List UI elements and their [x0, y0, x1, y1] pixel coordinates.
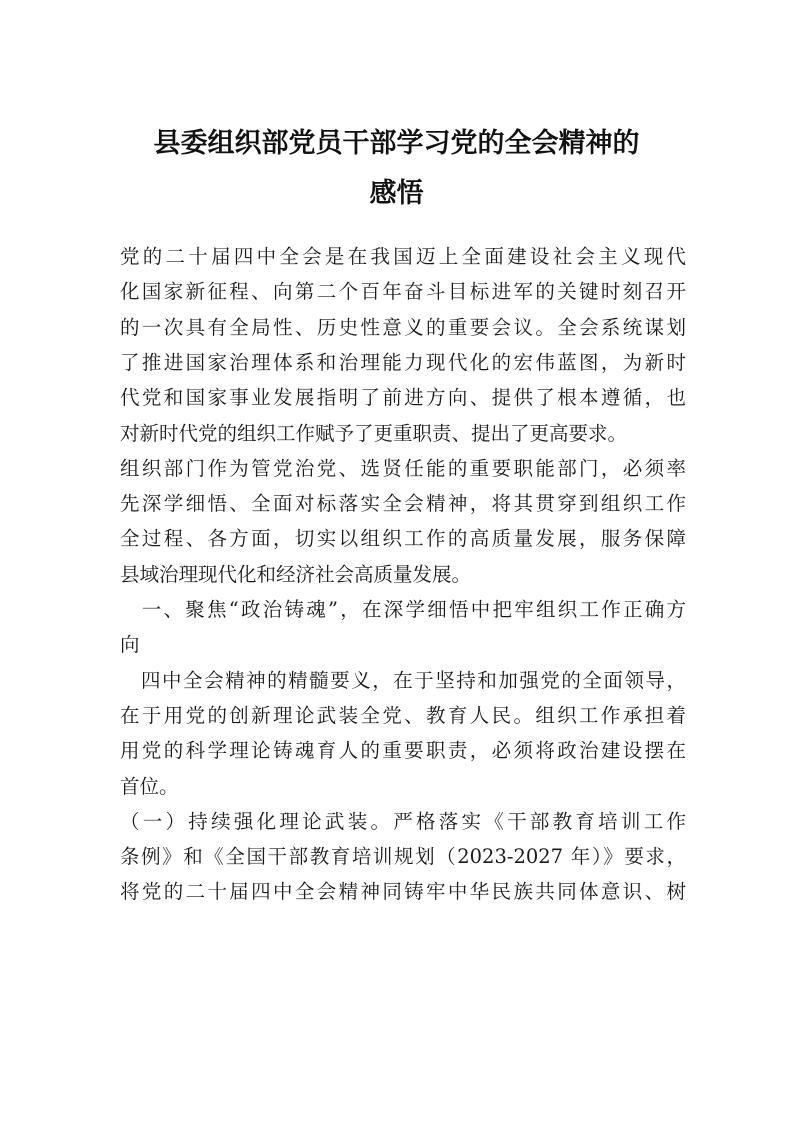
document-title-line-1: 县委组织部党员干部学习党的全会精神的: [153, 128, 640, 159]
body-text-line: 在于用党的创新理论武装全党、教育人民。组织工作承担着: [120, 703, 686, 727]
body-text-line: 组织部门作为管党治党、选贤任能的重要职能部门，必须率: [120, 456, 686, 480]
body-text-line: 代党和国家事业发展指明了前进方向、提供了根本遵循，也: [120, 386, 686, 410]
body-text-line: 县域治理现代化和经济社会高质量发展。: [120, 562, 472, 586]
body-text-line: 的一次具有全局性、历史性意义的重要会议。全会系统谋划: [120, 315, 686, 339]
body-text-line: 了推进国家治理体系和治理能力现代化的宏伟蓝图，为新时: [120, 350, 686, 374]
body-text-line: 先深学细悟、全面对标落实全会精神，将其贯穿到组织工作: [120, 492, 686, 516]
body-text-line: 四中全会精神的精髓要义，在于坚持和加强党的全面领导，: [120, 668, 686, 692]
body-text-line: 党的二十届四中全会是在我国迈上全面建设社会主义现代: [120, 245, 686, 268]
body-text-line: 将党的二十届四中全会精神同铸牢中华民族共同体意识、树: [120, 880, 686, 904]
body-text-line: 首位。: [120, 774, 179, 798]
body-text-line: 化国家新征程、向第二个百年奋斗目标进军的关键时刻召开: [120, 280, 686, 304]
body-text-line: 向: [120, 633, 140, 657]
body-text-line: 条例》和《全国干部教育培训规划（2023-2027 年）》要求，: [120, 845, 686, 869]
body-text-line: 一、聚焦“政治铸魂”，在深学细悟中把牢组织工作正确方: [120, 598, 686, 621]
body-text-line: 对新时代党的组织工作赋予了更重职责、提出了更高要求。: [120, 421, 628, 445]
body-text-line: （一）持续强化理论武装。严格落实《干部教育培训工作: [120, 809, 686, 833]
body-text-line: 全过程、各方面，切实以组织工作的高质量发展，服务保障: [120, 527, 686, 551]
body-text-line: 用党的科学理论铸魂育人的重要职责，必须将政治建设摆在: [120, 739, 686, 763]
document-title-line-2: 感悟: [369, 178, 424, 209]
